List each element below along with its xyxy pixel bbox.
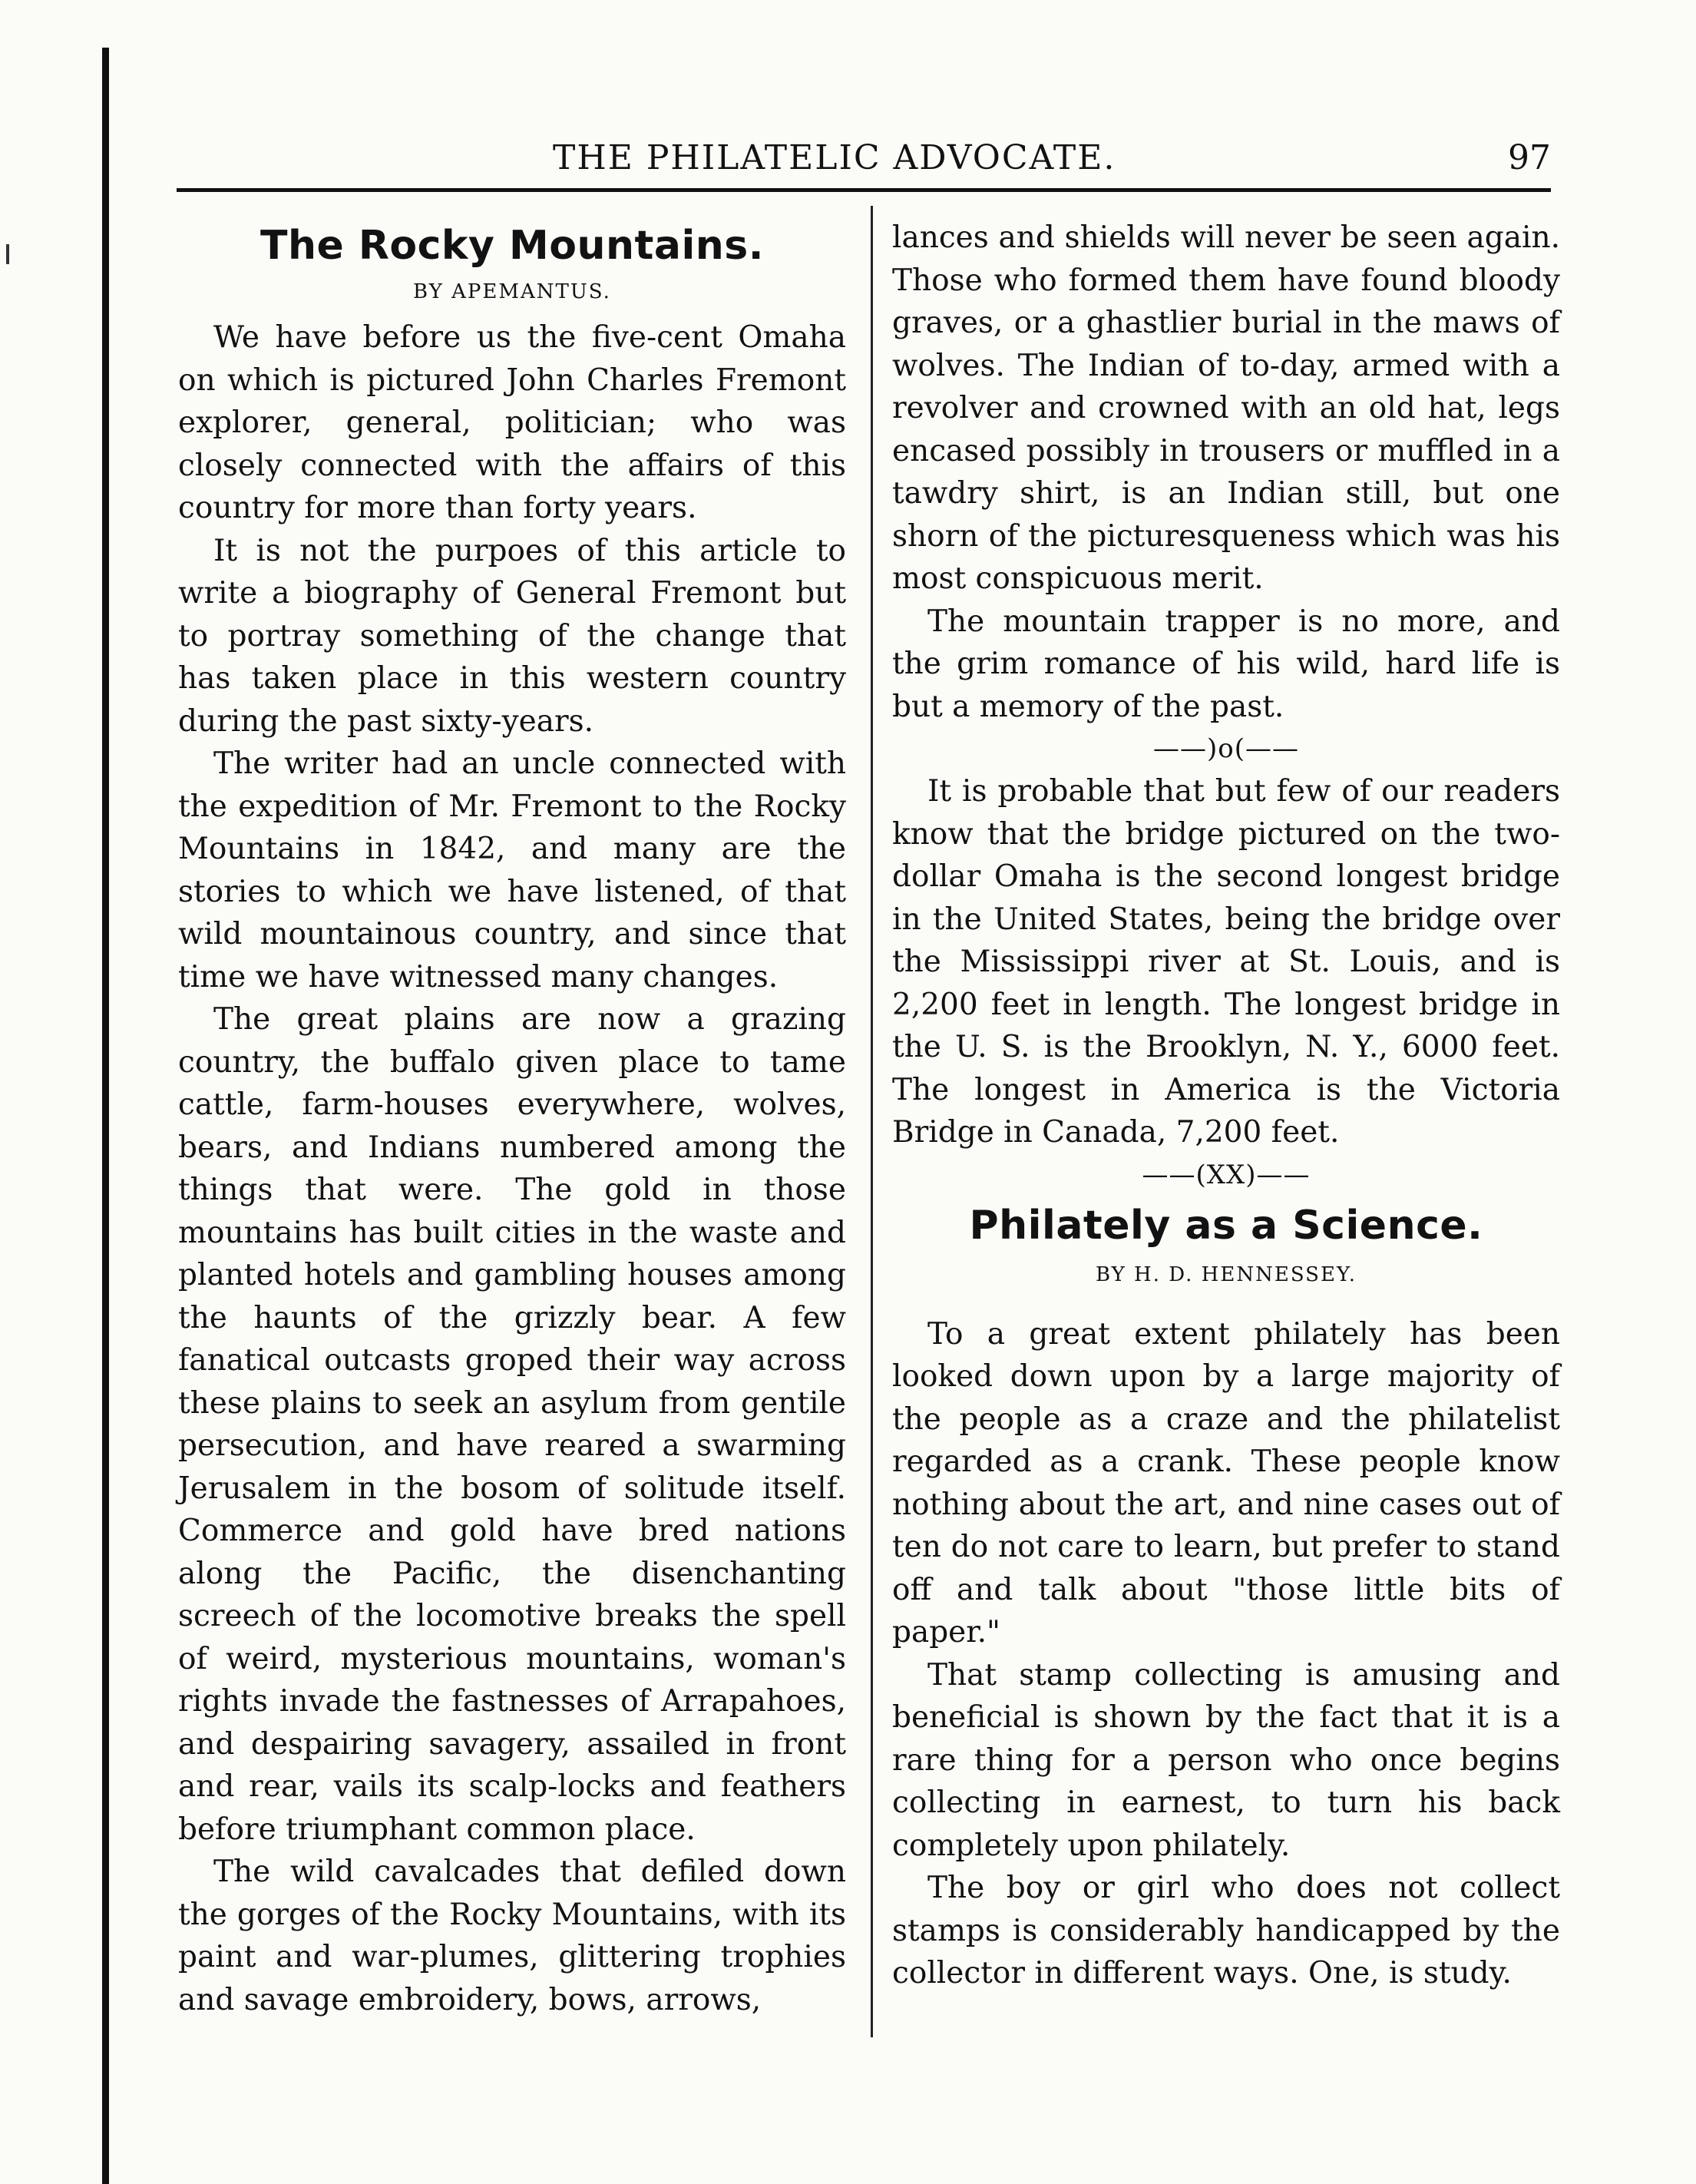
paragraph: The wild cavalcades that defiled down the gorges of the Rocky Mountains, with its paint and war-plumes, glittering trophies and savage embroidery, bows, arrows, (178, 1855, 846, 2017)
margin-mark (6, 244, 9, 264)
section-separator: ——(XX)—— (1142, 1159, 1311, 1190)
article-title-philately-science: Philately as a Science. (969, 1202, 1483, 1249)
page-number: 97 (1508, 138, 1551, 177)
page-header (177, 138, 1551, 184)
paragraph-continued: lances and shields will never be seen again. Those who formed them have found bloody graves, or a ghastlier burial in the maws of wolves. The Indian of to-day, armed with a revolver and crowned with an old hat, legs encased possibly in trousers or muffled in a tawdry shirt, is an Indian still, but one shorn of the picturesqueness which was his most conspicuous merit. (892, 220, 1560, 596)
section-separator: ——)o(—— (1153, 733, 1299, 764)
paragraph: To a great extent philately has been looked down upon by a large majority of the people as a craze and the philatelist regarded as a crank. These people know nothing about the art, and nine cases out of ten do not care to learn, but prefer to stand off and talk about "those little bits of paper." (892, 1316, 1560, 1650)
running-title: THE PHILATELIC ADVOCATE. (553, 138, 1116, 177)
binding-edge (102, 48, 109, 2184)
paragraph: The great plains are now a grazing country, the buffalo given place to tame cattle, farm-houses everywhere, wolves, bears, and Indians numbered among the things that were. The gold in those mountains has built cities in the waste and planted hotels and gambling houses among the haunts of the grizzly bear. A few fanatical outcasts groped their way across these plains to seek an asylum from gentile persecution, and have reared a swarming Jerusalem in the bosom of solitude itself. Commerce and gold have bred nations along the Pacific, the disenchanting screech of the locomotive breaks the spell of weird, mysterious mountains, woman's rights invade the fastnesses of Arrapahoes, and despairing savagery, assailed in front and rear, vails its scalp-locks and feathers before triumphant common place. (178, 1002, 846, 1847)
paragraph: It is not the purpoes of this article to write a biography of General Fremont but to portray something of the change that has taken place in this western country during the past sixty-years. (178, 533, 846, 739)
paragraph: That stamp collecting is amusing and beneficial is shown by the fact that it is a rare thing for a person who once begins collecting in earnest, to turn his back completely upon philately. (892, 1657, 1560, 1863)
paragraph: The mountain trapper is no more, and the grim romance of his wild, hard life is but a memory of the past. (892, 604, 1560, 724)
article-title-rocky-mountains: The Rocky Mountains. (260, 223, 765, 269)
header-rule (177, 188, 1551, 192)
column-divider (871, 206, 873, 2037)
byline-apemantus: BY APEMANTUS. (413, 280, 611, 303)
paragraph: We have before us the five-cent Omaha on which is pictured John Charles Fremont explorer, general, politician; who was closely connected with the affairs of this country for more than forty years. (178, 320, 846, 525)
byline-hennessey: BY H. D. HENNESSEY. (1095, 1262, 1357, 1286)
paragraph-bridge: It is probable that but few of our readers know that the bridge pictured on the two-dollar Omaha is the second longest bridge in the United States, being the bridge over the Mississippi river at St. Louis, and is 2,200 feet in length. The longest bridge in the U. S. is the Brooklyn, N. Y., 6000 feet. The longest in America is the Victoria Bridge in Canada, 7,200 feet. (892, 774, 1560, 1150)
paragraph: The boy or girl who does not collect stamps is considerably handicapped by the collector in different ways. One, is study. (892, 1871, 1560, 1990)
right-column (892, 217, 1560, 1995)
paragraph: The writer had an uncle connected with the expedition of Mr. Fremont to the Rocky Mountains in 1842, and many are the stories to which we have listened, of that wild mountainous country, and since that time we have witnessed many changes. (178, 746, 846, 994)
left-column (178, 217, 846, 2021)
